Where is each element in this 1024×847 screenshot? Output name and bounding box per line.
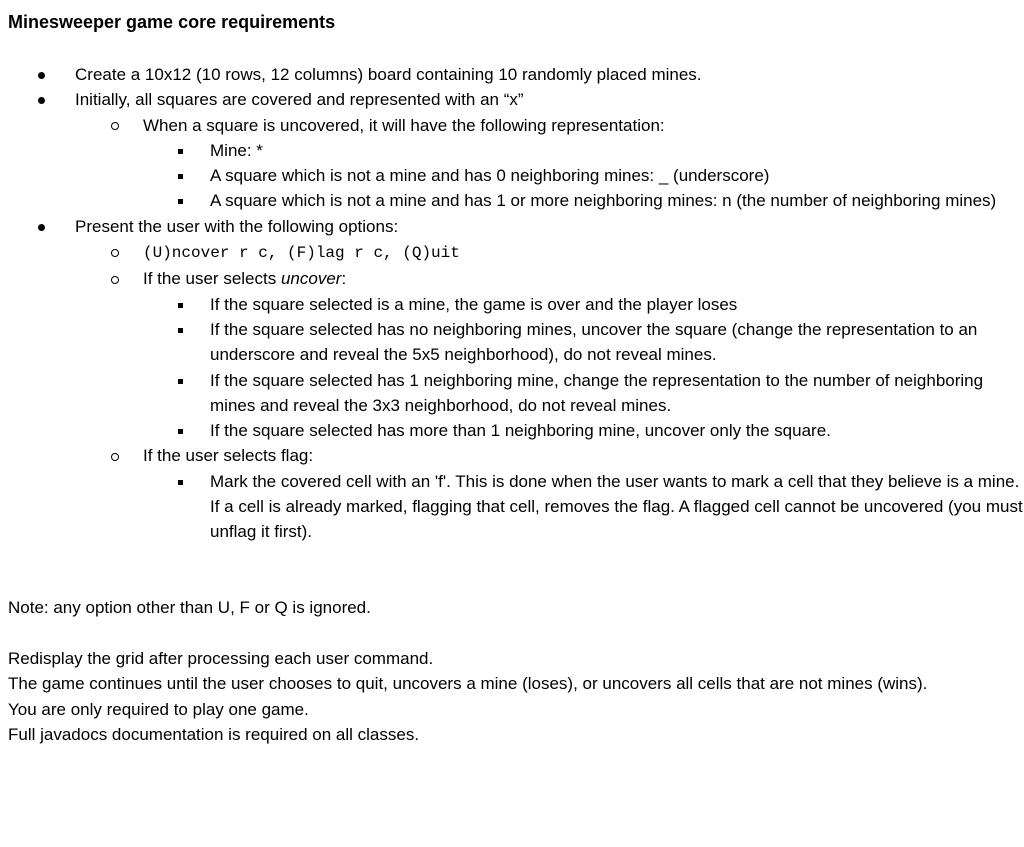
command-options: (U)ncover r c, (F)lag r c, (Q)uit [143,244,460,263]
list-item [0,113,1024,138]
list-item [0,239,1024,266]
requirements-list [0,62,1024,545]
list-item [0,317,1024,368]
closing-javadocs: Full javadocs documentation is required on all classes. [8,724,420,744]
uncover-rule-one: If the square selected has 1 neighboring mine, change the representation to the number of neighboring mines and reveal the 3x3 neighborhood, do not reveal mines. [210,370,984,415]
note-paragraph: Note: any option other than U, F or Q is ignored. [8,598,371,617]
list-item [0,138,1024,163]
list-item [0,87,1024,112]
list-item [0,188,1024,213]
list-item [0,266,1024,291]
uncover-rule-mine: If the square selected is a mine, the game is over and the player loses [210,294,738,314]
flag-lead: If the user selects flag: [143,446,314,466]
uncover-colon: : [341,269,347,289]
list-item [0,443,1024,468]
list-item [0,214,1024,239]
list-item [0,469,1024,545]
list-item [0,368,1024,419]
representation-zero-neighbors: A square which is not a mine and has 0 neighboring mines: _ (underscore) [210,166,770,186]
uncover-word: uncover [280,269,342,289]
uncover-rule-zero: If the square selected has no neighboring mines, uncover the square (change the representation to an underscore and reveal the 5x5 neighborhood), do not reveal mines. [210,319,978,365]
representation-mine: Mine: * [210,140,263,160]
uncover-rule-many: If the square selected has more than 1 neighboring mine, uncover only the square. [210,421,831,441]
list-item [0,418,1024,443]
representation-n-neighbors: A square which is not a mine and has 1 or more neighboring mines: n (the number of neighboring mines) [210,191,997,211]
requirement-board-size: Create a 10x12 (10 rows, 12 columns) board containing 10 randomly placed mines. [75,65,702,84]
closing-one-game: You are only required to play one game. [8,699,309,719]
closing-game-end: The game continues until the user chooses to quit, uncovers a mine (loses), or uncovers all cells that are not mines (wins). [8,674,928,694]
closing-redisplay: Redisplay the grid after processing each user command. [8,649,434,668]
list-item [0,292,1024,317]
list-item [0,62,1024,87]
closing-paragraphs [8,646,1008,747]
uncover-lead: If the user selects [143,269,281,289]
requirement-options: Present the user with the following options: [75,216,399,236]
requirement-initial-state: Initially, all squares are covered and represented with an “x” [75,90,524,110]
flag-rule: Mark the covered cell with an 'f'. This is done when the user wants to mark a cell that they believe is a mine. If a cell is already marked, flagging that cell, removes the flag. A flagged cell cannot be uncovered (you must unflag it first). [210,471,1023,542]
uncovered-representation-intro: When a square is uncovered, it will have the following representation: [143,115,665,135]
page-title: Minesweeper game core requirements [8,12,336,32]
list-item [0,163,1024,188]
